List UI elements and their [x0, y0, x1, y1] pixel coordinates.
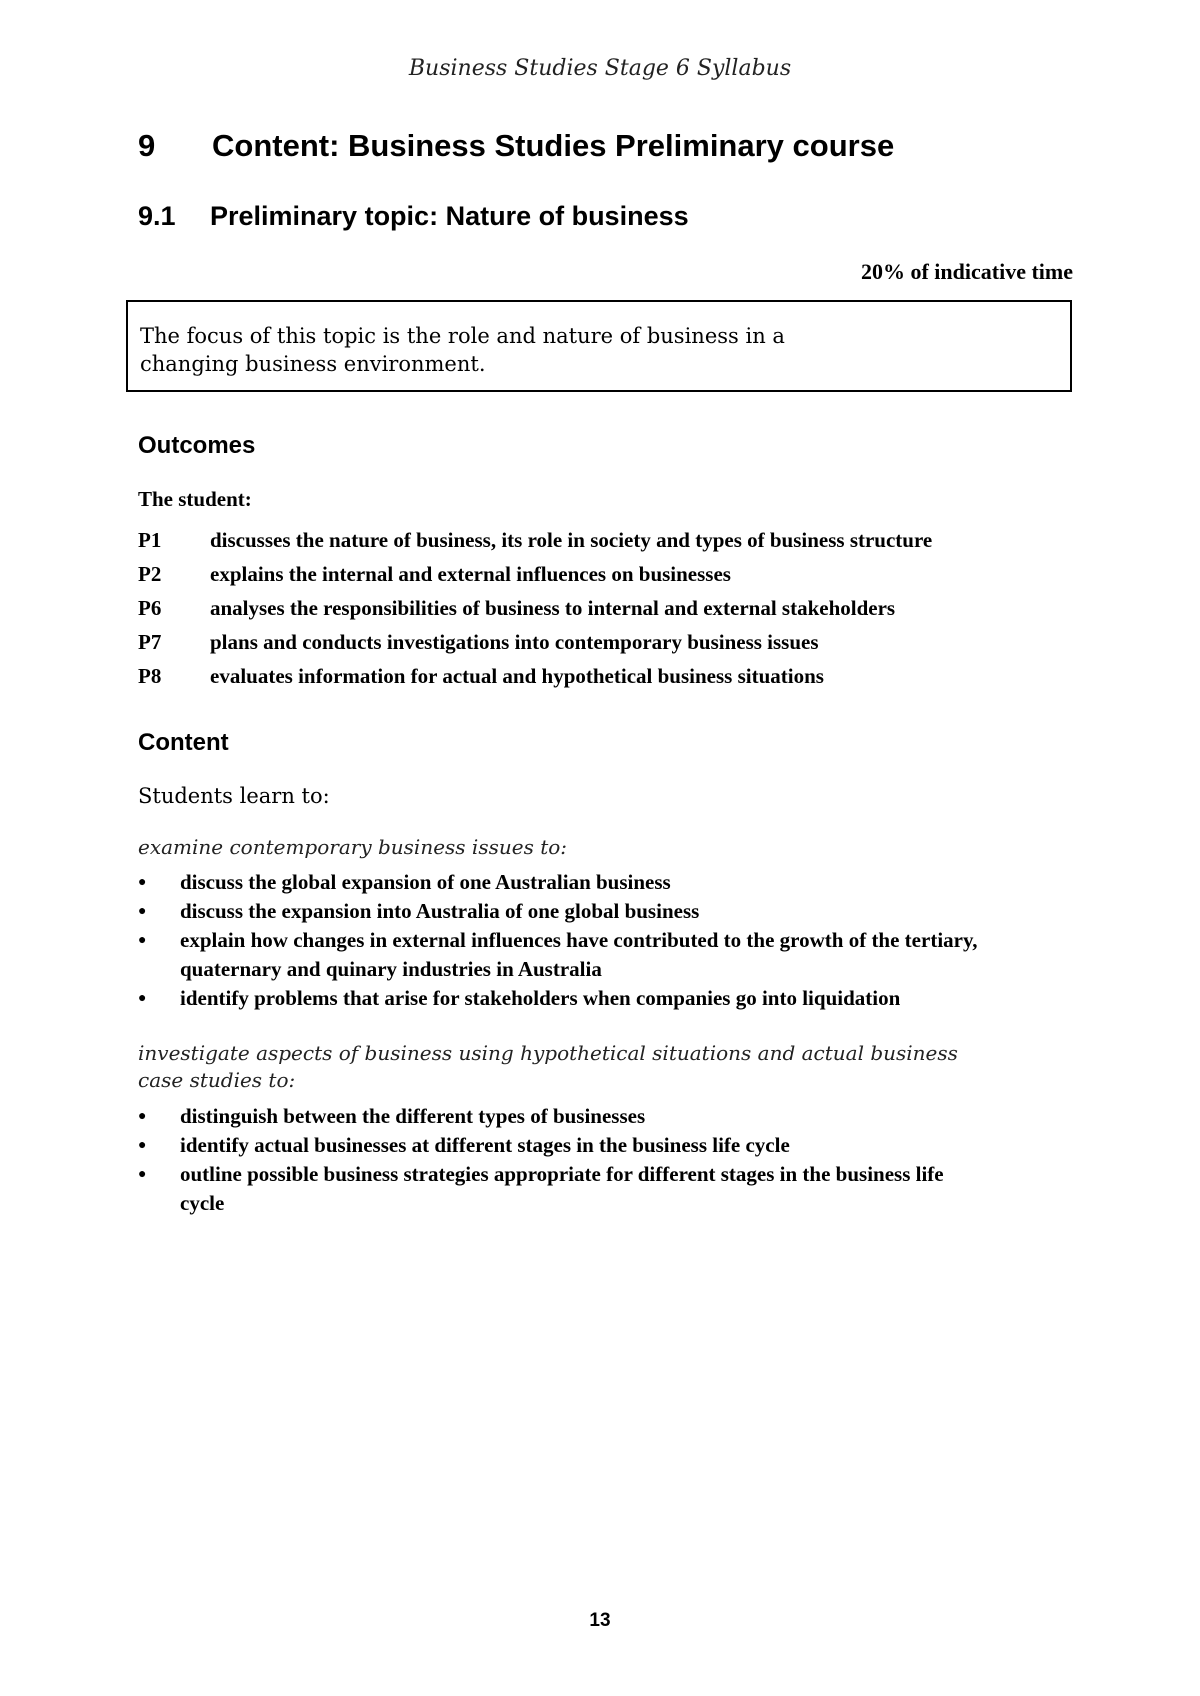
bullet-text: identify problems that arise for stakeholders when companies go into liquidation: [180, 986, 901, 1010]
outcome-item: [138, 523, 1078, 557]
list-item: [138, 868, 1078, 897]
outcome-item: [138, 625, 1078, 659]
bullet-text: distinguish between the different types of businesses: [180, 1104, 646, 1128]
outcome-code: P1: [138, 527, 162, 552]
bullet-icon: ●: [138, 1167, 147, 1182]
bullet-icon: ●: [138, 1138, 147, 1153]
bullet-text: discuss the expansion into Australia of one global business: [180, 899, 700, 923]
bullet-text: discuss the global expansion of one Australian business: [180, 870, 671, 894]
page-number: 13: [589, 1610, 611, 1631]
list-item: [138, 1131, 1078, 1160]
outcomes-heading: Outcomes: [138, 432, 256, 459]
content-lead-1: examine contemporary business issues to:: [138, 835, 568, 859]
indicative-time: 20% of indicative time: [860, 259, 1073, 284]
bullet-icon: ●: [138, 991, 147, 1006]
focus-text: The focus of this topic is the role and nature of business in a changing business environment.: [140, 324, 785, 376]
outcome-code: P2: [138, 561, 162, 586]
outcome-text: analyses the responsibilities of business to internal and external stakeholders: [210, 595, 896, 620]
outcomes-intro: The student:: [138, 487, 252, 511]
list-item: [138, 897, 1078, 926]
list-item: [138, 1102, 1078, 1131]
outcome-item: [138, 659, 1078, 693]
chapter-number: 9: [138, 128, 156, 163]
outcome-item: [138, 557, 1078, 591]
running-header: Business Studies Stage 6 Syllabus: [408, 56, 792, 81]
outcome-text: explains the internal and external influences on businesses: [210, 561, 731, 586]
topic-title: Preliminary topic: Nature of business: [210, 201, 689, 231]
content-bullets-1: [138, 868, 1078, 1013]
chapter-title: Content: Business Studies Preliminary course: [212, 128, 895, 163]
bullet-text: identify actual businesses at different stages in the business life cycle: [180, 1133, 790, 1157]
bullet-icon: ●: [138, 904, 147, 919]
bullet-icon: ●: [138, 933, 147, 948]
outcome-text: discusses the nature of business, its role in society and types of business structure: [210, 527, 933, 552]
bullet-icon: ●: [138, 875, 147, 890]
content-intro: Students learn to:: [138, 784, 330, 808]
bullet-icon: ●: [138, 1109, 147, 1124]
chapter-heading: [138, 128, 894, 164]
content-heading: Content: [138, 729, 229, 756]
topic-heading: [138, 201, 689, 232]
outcome-text: plans and conducts investigations into contemporary business issues: [210, 629, 819, 654]
content-bullets-2: [138, 1102, 1078, 1218]
content-lead-2: investigate aspects of business using hypothetical situations and actual business case studies to:: [138, 1041, 958, 1092]
list-item: [138, 984, 1078, 1013]
outcome-code: P7: [138, 629, 162, 654]
list-item: [138, 926, 1078, 984]
list-item: [138, 1160, 1078, 1218]
outcome-text: evaluates information for actual and hypothetical business situations: [210, 663, 824, 688]
outcome-code: P8: [138, 663, 162, 688]
bullet-text: outline possible business strategies appropriate for different stages in the business life cycle: [180, 1162, 944, 1215]
outcome-code: P6: [138, 595, 162, 620]
topic-number: 9.1: [138, 201, 176, 231]
outcomes-list: [138, 523, 1078, 693]
bullet-text: explain how changes in external influences have contributed to the growth of the tertiary, quaternary and quinary industries in Australia: [180, 928, 978, 981]
outcome-item: [138, 591, 1078, 625]
focus-box: [126, 300, 1072, 392]
